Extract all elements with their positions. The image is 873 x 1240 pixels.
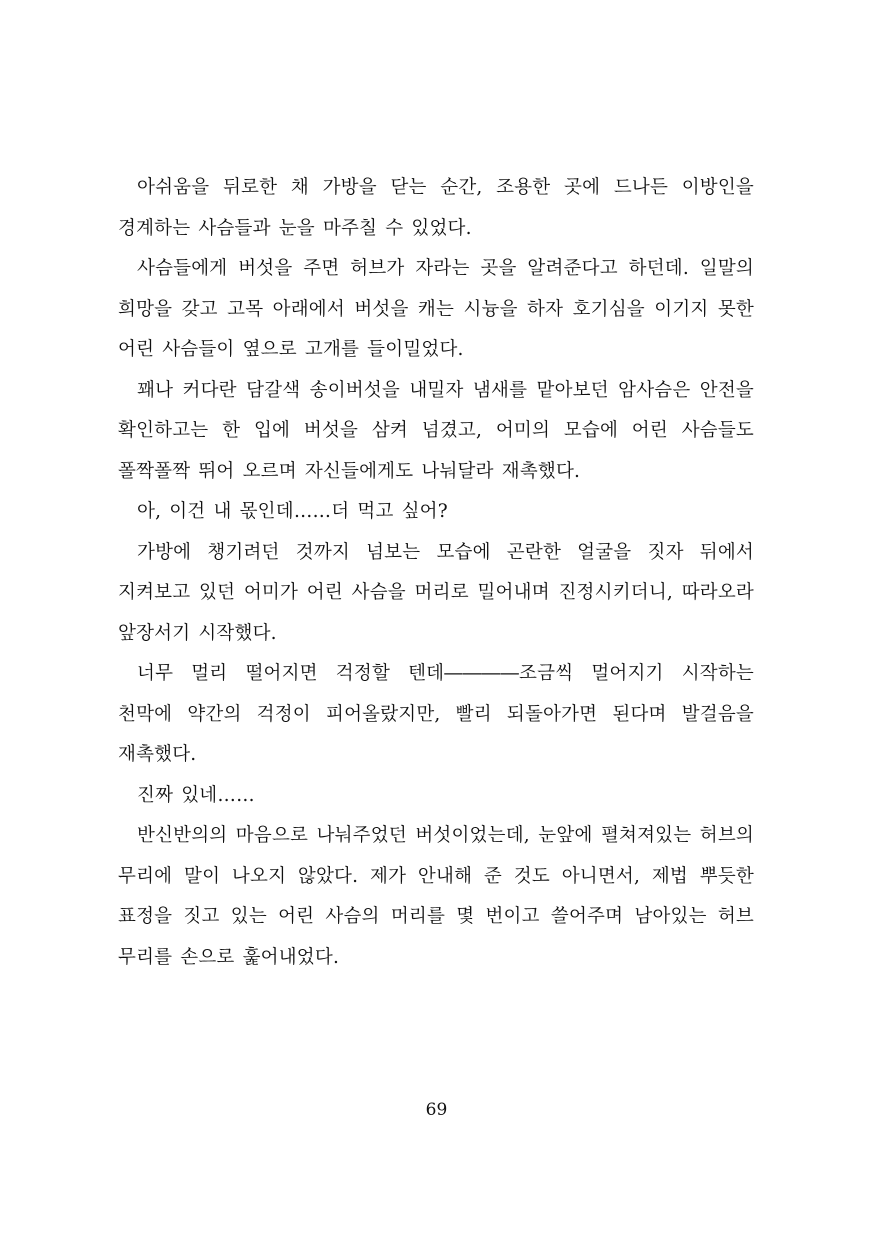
paragraph-8: 반신반의의 마음으로 나눠주었던 버섯이었는데, 눈앞에 펼쳐져있는 허브의 무리에 말이 나오지 않았다. 제가 안내해 준 것도 아니면서, 제법 뿌듯한 표정을 짓고 있는 어린 사슴의 머리를 몇 번이고 쓸어주며 남아있는 허브 무리를 손으로 훑어내었다. — [118, 825, 754, 968]
paragraph-1: 아쉬움을 뒤로한 채 가방을 닫는 순간, 조용한 곳에 드나든 이방인을 경계하는 사슴들과 눈을 마주칠 수 있었다. — [118, 177, 754, 239]
paragraph-4: 아, 이건 내 몫인데……더 먹고 싶어? — [137, 501, 448, 522]
paragraph-5: 가방에 챙기려던 것까지 넘보는 모습에 곤란한 얼굴을 짓자 뒤에서 지켜보고 있던 어미가 어린 사슴을 머리로 밀어내며 진정시키더니, 따라오라 앞장서기 시작했다. — [118, 541, 754, 644]
paragraph-7: 진짜 있네…… — [137, 784, 255, 806]
page-number: 69 — [425, 1100, 448, 1120]
body-text — [118, 168, 754, 978]
paragraph-2: 사슴들에게 버섯을 주면 허브가 자라는 곳을 알려준다고 하던데. 일말의 희망을 갖고 고목 아래에서 버섯을 캐는 시늉을 하자 호기심을 이기지 못한 어린 사슴들이 옆으로 고개를 들이밀었다. — [118, 258, 754, 360]
paragraph-3: 꽤나 커다란 담갈색 송이버섯을 내밀자 냄새를 맡아보던 암사슴은 안전을 확인하고는 한 입에 버섯을 삼켜 넘겼고, 어미의 모습에 어린 사슴들도 폴짝폴짝 뛰어 오르며 자신들에게도 나눠달라 재촉했다. — [118, 379, 754, 482]
paragraph-6: 너무 멀리 떨어지면 걱정할 텐데――――조금씩 멀어지기 시작하는 천막에 약간의 걱정이 피어올랐지만, 빨리 되돌아가면 된다며 발걸음을 재촉했다. — [118, 663, 754, 765]
